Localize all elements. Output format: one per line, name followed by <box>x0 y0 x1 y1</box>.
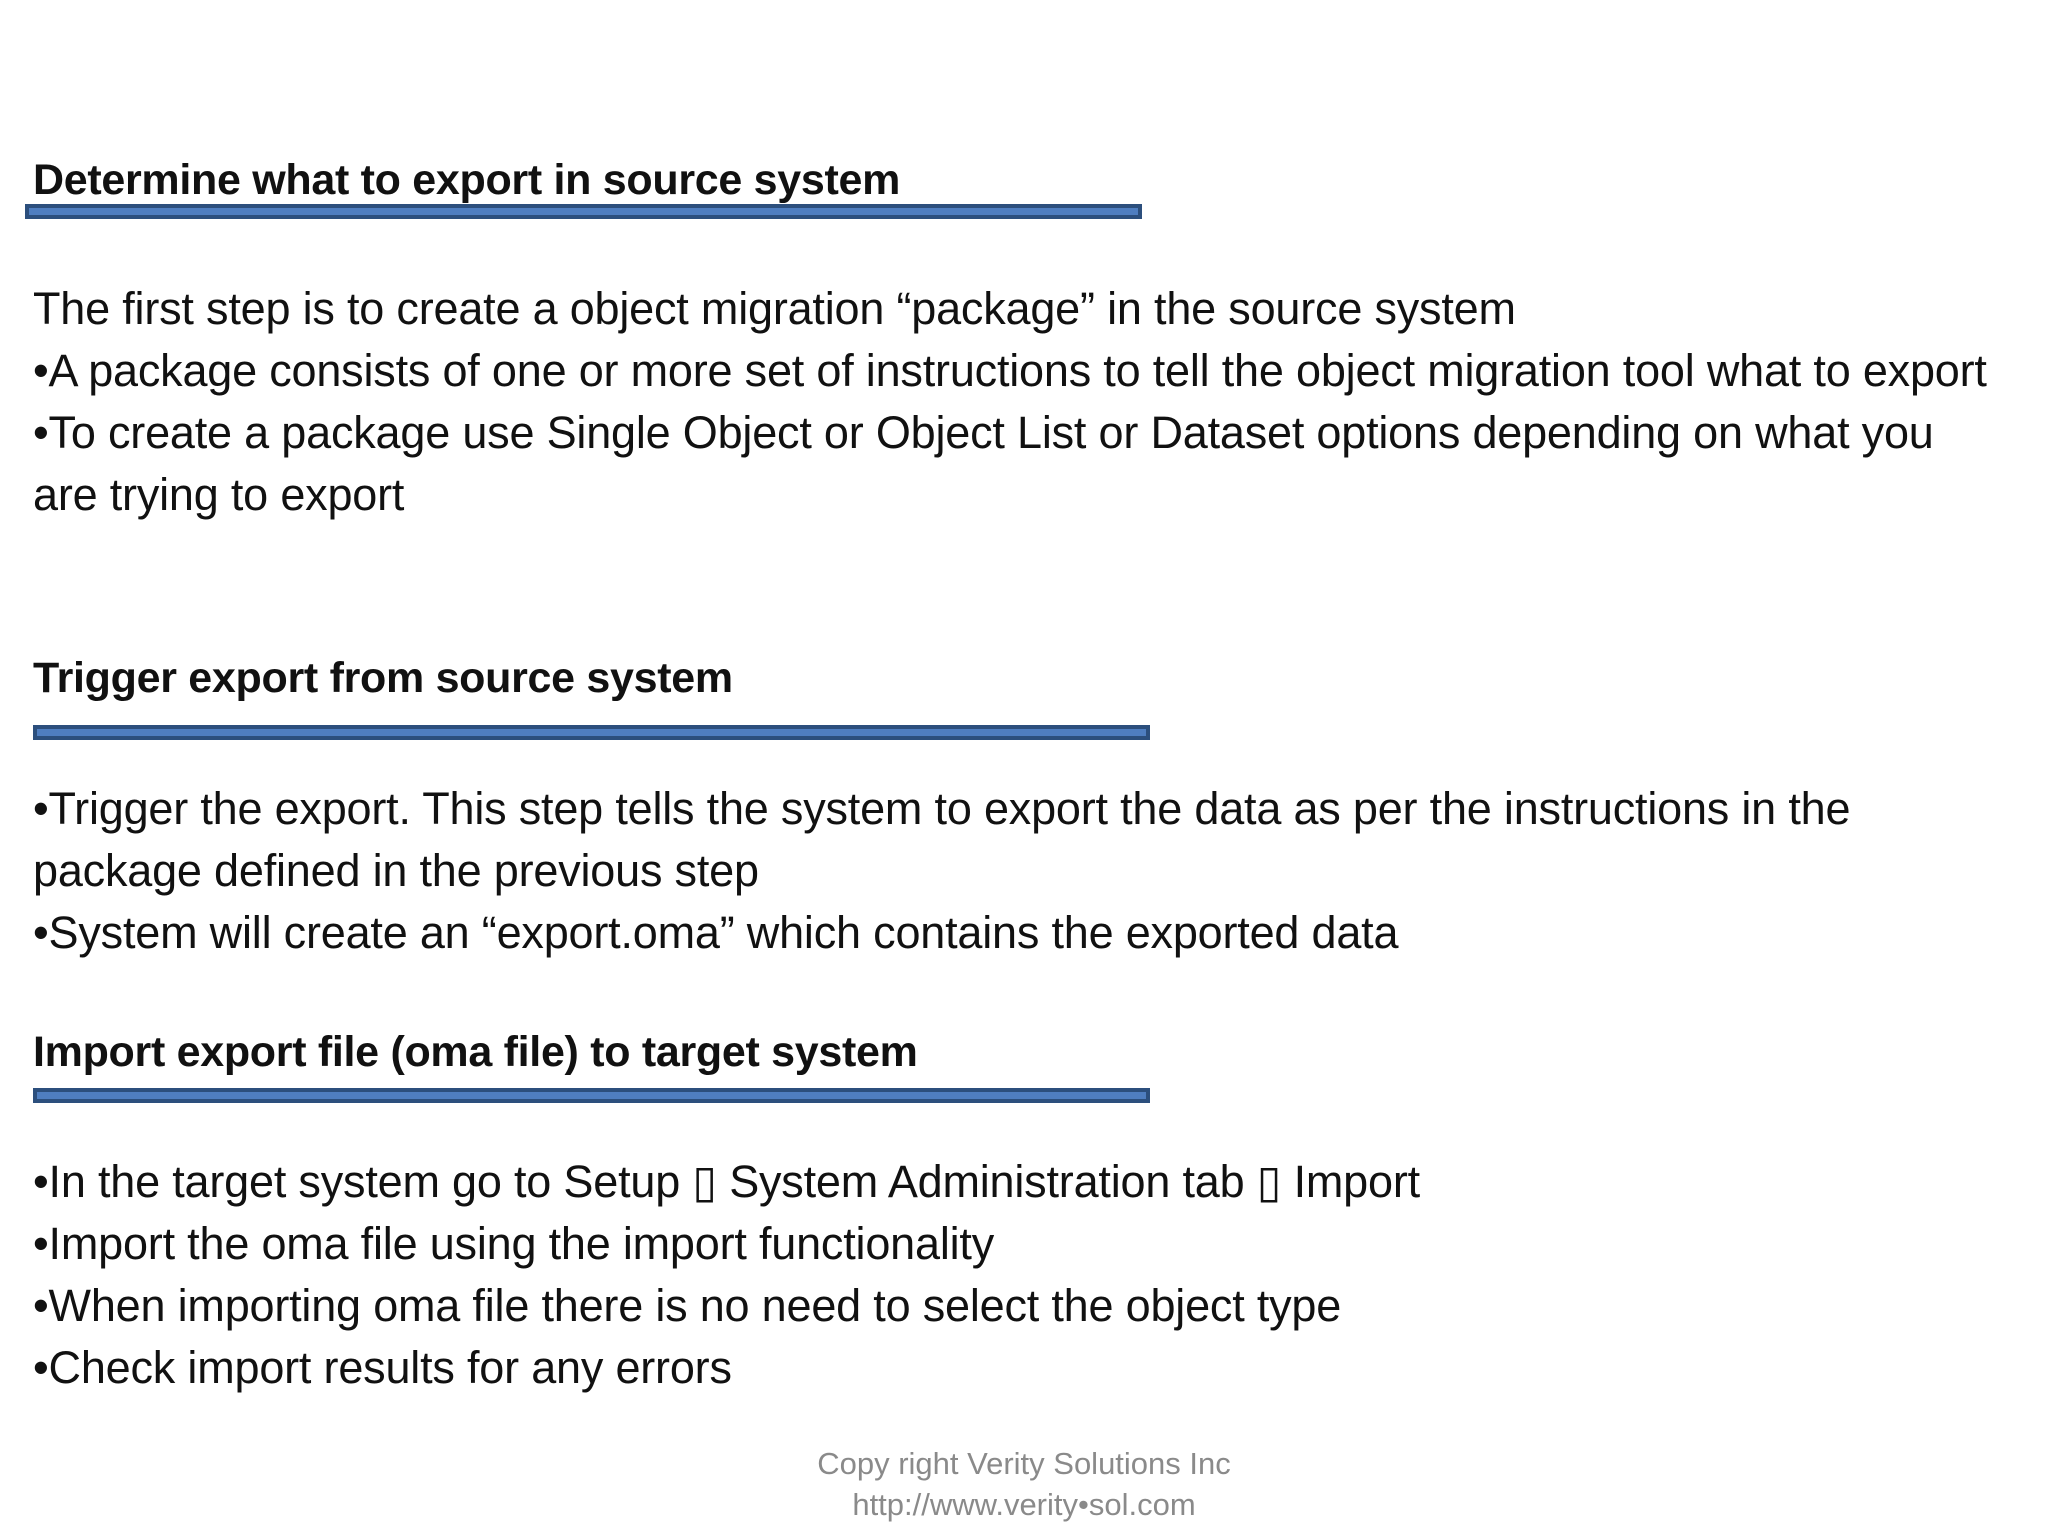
section-heading-trigger-export: Trigger export from source system <box>33 654 733 702</box>
section-body-import-file <box>33 1151 1993 1399</box>
section-body-export-determine <box>33 278 1993 526</box>
bullet-item: •To create a package use Single Object or Object List or Dataset options depending on what you are trying to export <box>33 407 1934 520</box>
heading-underline <box>33 1088 1150 1103</box>
section-heading-import-file: Import export file (oma file) to target system <box>33 1028 918 1076</box>
bullet-item: •A package consists of one or more set of instructions to tell the object migration tool what to export <box>33 345 1987 396</box>
bullet-item: •System will create an “export.oma” which contains the exported data <box>33 907 1399 958</box>
bullet-item: •When importing oma file there is no need to select the object type <box>33 1280 1342 1331</box>
section-body-trigger-export <box>33 778 1993 964</box>
footer-url: http://www.verity•sol.com <box>852 1487 1196 1522</box>
bullet-item: •Import the oma file using the import functionality <box>33 1218 995 1269</box>
section-heading-export-determine: Determine what to export in source system <box>33 156 901 204</box>
bullet-item: •Trigger the export. This step tells the system to export the data as per the instructions in the package defined in the previous step <box>33 783 1851 896</box>
bullet-item: •Check import results for any errors <box>33 1342 732 1393</box>
bullet-item: •In the target system go to Setup ▯ System Administration tab ▯ Import <box>33 1156 1420 1207</box>
footer-copyright: Copy right Verity Solutions Inc <box>817 1446 1231 1481</box>
heading-underline <box>25 204 1142 219</box>
heading-underline <box>33 725 1150 740</box>
footer <box>0 1443 2048 1525</box>
intro-text: The first step is to create a object migration “package” in the source system <box>33 283 1516 334</box>
